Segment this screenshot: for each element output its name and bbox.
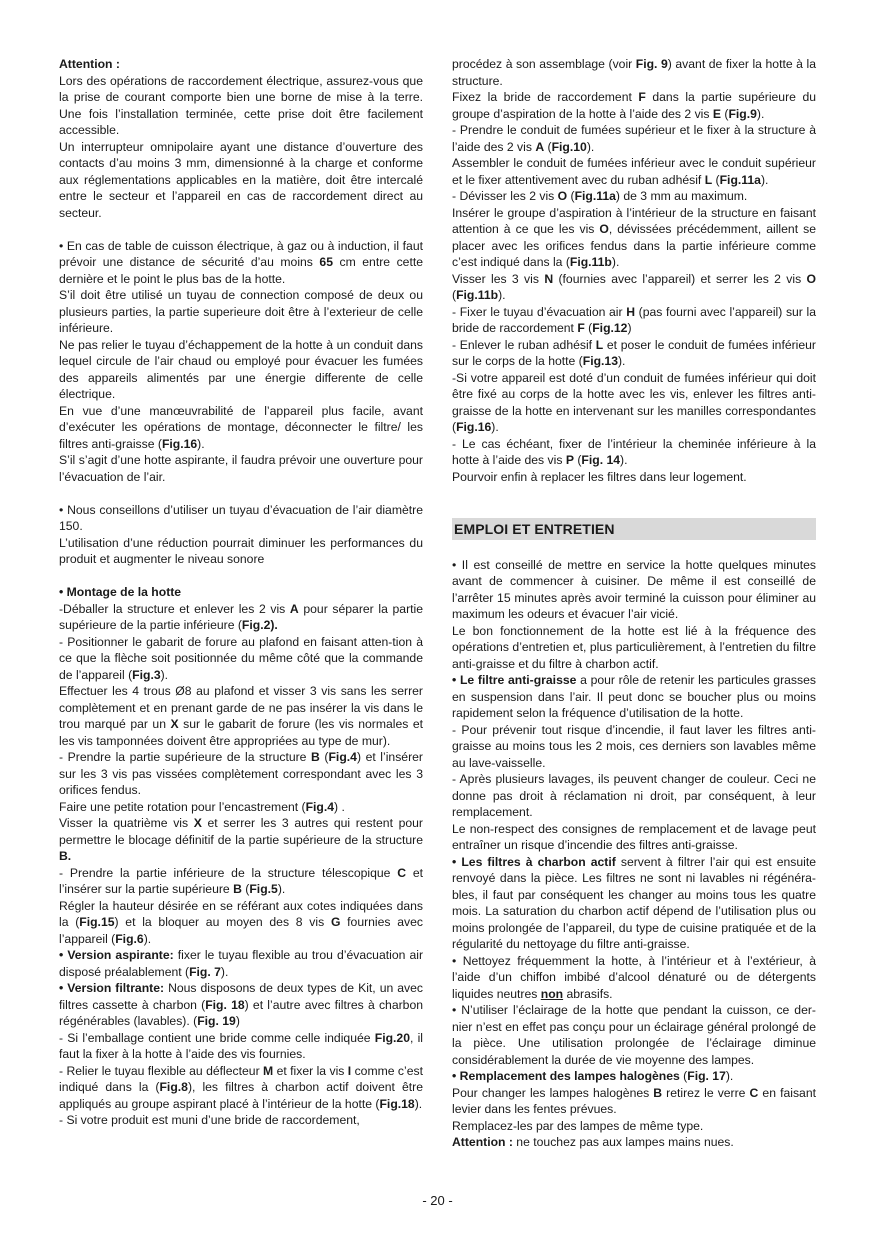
paragraph: • Version aspirante: fixer le tuyau flexible au trou d’évacuation air disposé préalablement (Fig. 7).	[59, 948, 423, 979]
paragraph: • Nettoyez fréquemment la hotte, à l’intérieur et à l’extérieur, à l’aide d’un chiffon imbibé d’alcool dénaturé ou de détergents liquides neutres non abrasifs.	[452, 953, 816, 1001]
paragraph: -Déballer la structure et enlever les 2 vis A pour séparer la partie supérieure de la partie inférieure (Fig.2).	[59, 601, 423, 632]
paragraph: - Si votre produit est muni d’une bride de raccordement,	[59, 1113, 360, 1127]
section-heading: EMPLOI ET ENTRETIEN	[452, 518, 816, 540]
paragraph: -Si votre appareil est doté d’un conduit de fumées inférieur qui doit être fixé au corps de la hotte avec les vis, enlever les filtres anti-graisse de la hotte en intervenant sur les manilles correspondantes (Fig.16).	[452, 370, 816, 434]
paragraph: En vue d’une manœuvrabilité de l’appareil plus facile, avant d’exécuter les opérations de montage, déconnecter le filtre/ les filtres anti-graisse (Fig.16).	[59, 403, 423, 451]
paragraph: - Enlever le ruban adhésif L et poser le conduit de fumées inférieur sur le corps de la hotte (Fig.13).	[452, 337, 816, 368]
paragraph: Visser les 3 vis N (fournies avec l’appareil) et serrer les 2 vis O (Fig.11b).	[452, 271, 817, 302]
paragraph: Pour changer les lampes halogènes B retirez le verre C en faisant levier dans les fentes prévues.	[452, 1085, 816, 1116]
paragraph: Fixez la bride de raccordement F dans la partie supérieure du groupe d’aspiration de la hotte à l’aide des 2 vis E (Fig.9).	[452, 90, 816, 121]
paragraph: - Relier le tuyau flexible au déflecteur M et fixer la vis I comme c’est indiqué dans la (Fig.8), les filtres à charbon actif doivent être appliqués au groupe aspirant placé à l’intérieur de la hotte (Fig.18).	[59, 1063, 424, 1111]
paragraph: Effectuer les 4 trous Ø8 au plafond et visser 3 vis sans les serrer complètement et en prenant garde de ne pas insérer la vis dans le trou marqué par un X sur le gabarit de forure (les vis normales et les vis tamponnées doivent être appropriées au type de mur).	[59, 684, 423, 748]
paragraph: - Après plusieurs lavages, ils peuvent changer de couleur. Ceci ne donne pas droit à réclamation ni droit, par conséquent, à leur remplacement.	[452, 772, 816, 819]
paragraph: Le non-respect des consignes de remplacement et de lavage peut entraîner un risque d’incendie des filtres anti-graisse.	[452, 821, 816, 852]
paragraph: - Positionner le gabarit de forure au plafond en faisant atten-tion à ce que la flèche soit positionnée du même côté que la commande de l’appareil (Fig.3).	[59, 634, 423, 682]
paragraph: Insérer le groupe d’aspiration à l’intérieur de la structure en faisant attention à ce que les vis O, dévissées précédemment, aillent se placer avec les orifices fendus dans la partie inférieure comme c’est indiqué dans la (Fig.11b).	[452, 205, 816, 269]
paragraph: Assembler le conduit de fumées inférieur avec le conduit supérieur et le fixer attentivement avec du ruban adhésif L (Fig.11a).	[452, 156, 816, 187]
paragraph: S’il doit être utilisé un tuyau de connection composé de deux ou plusieurs parties, la partie superieure doit être à l’exterieur de celle inférieure.	[59, 288, 423, 335]
paragraph: • Nous conseillons d’utiliser un tuyau d’évacuation de l’air diamètre 150.	[59, 502, 423, 533]
paragraph: - Pour prévenir tout risque d’incendie, il faut laver les filtres anti-graisse au moins tous les 2 mois, ces derniers son lavables même au lave-vaisselle.	[452, 722, 816, 770]
paragraph: - Prendre le conduit de fumées supérieur et le fixer à la structure à l’aide des 2 vis A (Fig.10).	[452, 123, 816, 154]
paragraph: - Le cas échéant, fixer de l’intérieur la cheminée inférieure à la hotte à l’aide des vis P (Fig. 14).	[452, 436, 816, 467]
paragraph: L’utilisation d’une réduction pourrait diminuer les performances du produit et augmenter le niveau sonore	[59, 535, 423, 566]
paragraph: Le bon fonctionnement de la hotte est lié à la fréquence des opérations d’entretien et, plus particulièrement, à l’entretien du filtre anti-graisse et du filtre à charbon actif.	[452, 623, 816, 671]
paragraph: Un interrupteur omnipolaire ayant une distance d’ouverture des contacts d’au moins 3 mm, dimensionné à la charge et conforme aux réglementations applicables en la matière, doit être intercalé entre le secteur et l’appareil en cas de raccordement direct au secteur.	[59, 139, 423, 220]
paragraph: • En cas de table de cuisson électrique, à gaz ou à induction, il faut prévoir une distance de sécurité d’au moins 65 cm entre cette dernière et le point le plus bas de la hotte.	[59, 238, 423, 286]
paragraph: Régler la hauteur désirée en se référant aux cotes indiquées dans la (Fig.15) et la bloquer au moyen des 8 vis G fournies avec l’appareil (Fig.6).	[59, 898, 423, 946]
paragraph: • Le filtre anti-graisse a pour rôle de retenir les particules grasses en suspension dans l’air. Il peut donc se boucher plus ou moins rapidement selon la fréquence d’utilisation de la hotte.	[452, 673, 816, 720]
right-column	[452, 56, 816, 1151]
paragraph: • N’utiliser l’éclairage de la hotte que pendant la cuisson, ce der-nier n’est en effet pas conçu pour un éclairage général prolongé de la pièce. Une utilisation prolongée de l’éclairage diminue considérablement la durée de vie moyenne des lampes.	[452, 1003, 816, 1067]
attention-title: Attention :	[59, 57, 120, 71]
paragraph: Attention : ne touchez pas aux lampes mains nues.	[452, 1135, 734, 1149]
paragraph: • Il est conseillé de mettre en service la hotte quelques minutes avant de commencer à cuisiner. De même il est conseillé de l’arrêter 15 minutes après avoir terminé la cuisson pour éliminer au maximum les odeurs et évacuer l’air vicié.	[452, 557, 816, 621]
paragraph: • Version filtrante: Nous disposons de deux types de Kit, un avec filtres cassette à charbon (Fig. 18) et l’autre avec filtres à charbon régénérables (lavables). (Fig. 19)	[59, 981, 423, 1028]
paragraph: Ne pas relier le tuyau d’échappement de la hotte à un conduit dans lequel circule de l’air chaud ou employé pour évacuer les fumées des appareils alimentés par une énergie differente de celle électrique.	[59, 337, 423, 401]
montage-title: • Montage de la hotte	[59, 585, 182, 599]
left-column	[59, 56, 423, 1129]
paragraph: Faire une petite rotation pour l’encastrement (Fig.4) .	[59, 799, 345, 814]
paragraph: - Dévisser les 2 vis O (Fig.11a) de 3 mm au maximum.	[452, 189, 748, 203]
paragraph: Remplacez-les par des lampes de même type.	[452, 1118, 704, 1133]
paragraph: - Si l’emballage contient une bride comme celle indiquée Fig.20, il faut la fixer à la hotte à l’aide des vis fournies.	[59, 1030, 424, 1061]
page-number: - 20 -	[422, 1193, 453, 1208]
paragraph: • Remplacement des lampes halogènes (Fig. 17).	[452, 1069, 734, 1083]
paragraph: - Prendre la partie supérieure de la structure B (Fig.4) et l’insérer sur les 3 vis pas vissées complètement correspondant avec les 3 orifices fendus.	[59, 750, 423, 797]
paragraph: Visser la quatrième vis X et serrer les 3 autres qui restent pour permettre le blocage définitif de la partie supérieure de la structure B.	[59, 816, 423, 863]
paragraph: - Prendre la partie inférieure de la structure télescopique C et l’insérer sur la partie supérieure B (Fig.5).	[59, 865, 423, 896]
paragraph: procédez à son assemblage (voir Fig. 9) avant de fixer la hotte à la structure.	[452, 57, 816, 88]
paragraph: Pourvoir enfin à replacer les filtres dans leur logement.	[452, 469, 747, 484]
paragraph: - Fixer le tuyau d’évacuation air H (pas fourni avec l’appareil) sur la bride de raccordement F (Fig.12)	[452, 304, 816, 335]
paragraph: S’il s’agit d’une hotte aspirante, il faudra prévoir une ouverture pour l’évacuation de l’air.	[59, 453, 423, 484]
paragraph: • Les filtres à charbon actif servent à filtrer l’air qui est ensuite renvoyé dans la pièce. Les filtres ne sont ni lavables ni régénéra-bles, il faut par conséquent les changer au moins tous les quatre mois. La saturation du charbon actif dépend de l’utilisation plus ou moins prolongée de l’appareil, du type de cuisine pratiquée et de la régularité du nettoyage du filtre anti-graisse.	[452, 854, 816, 951]
paragraph: Lors des opérations de raccordement électrique, assurez-vous que la prise de courant comporte bien une borne de mise à la terre. Une fois l’installation terminée, cette prise doit être facilement accessible.	[59, 73, 423, 137]
